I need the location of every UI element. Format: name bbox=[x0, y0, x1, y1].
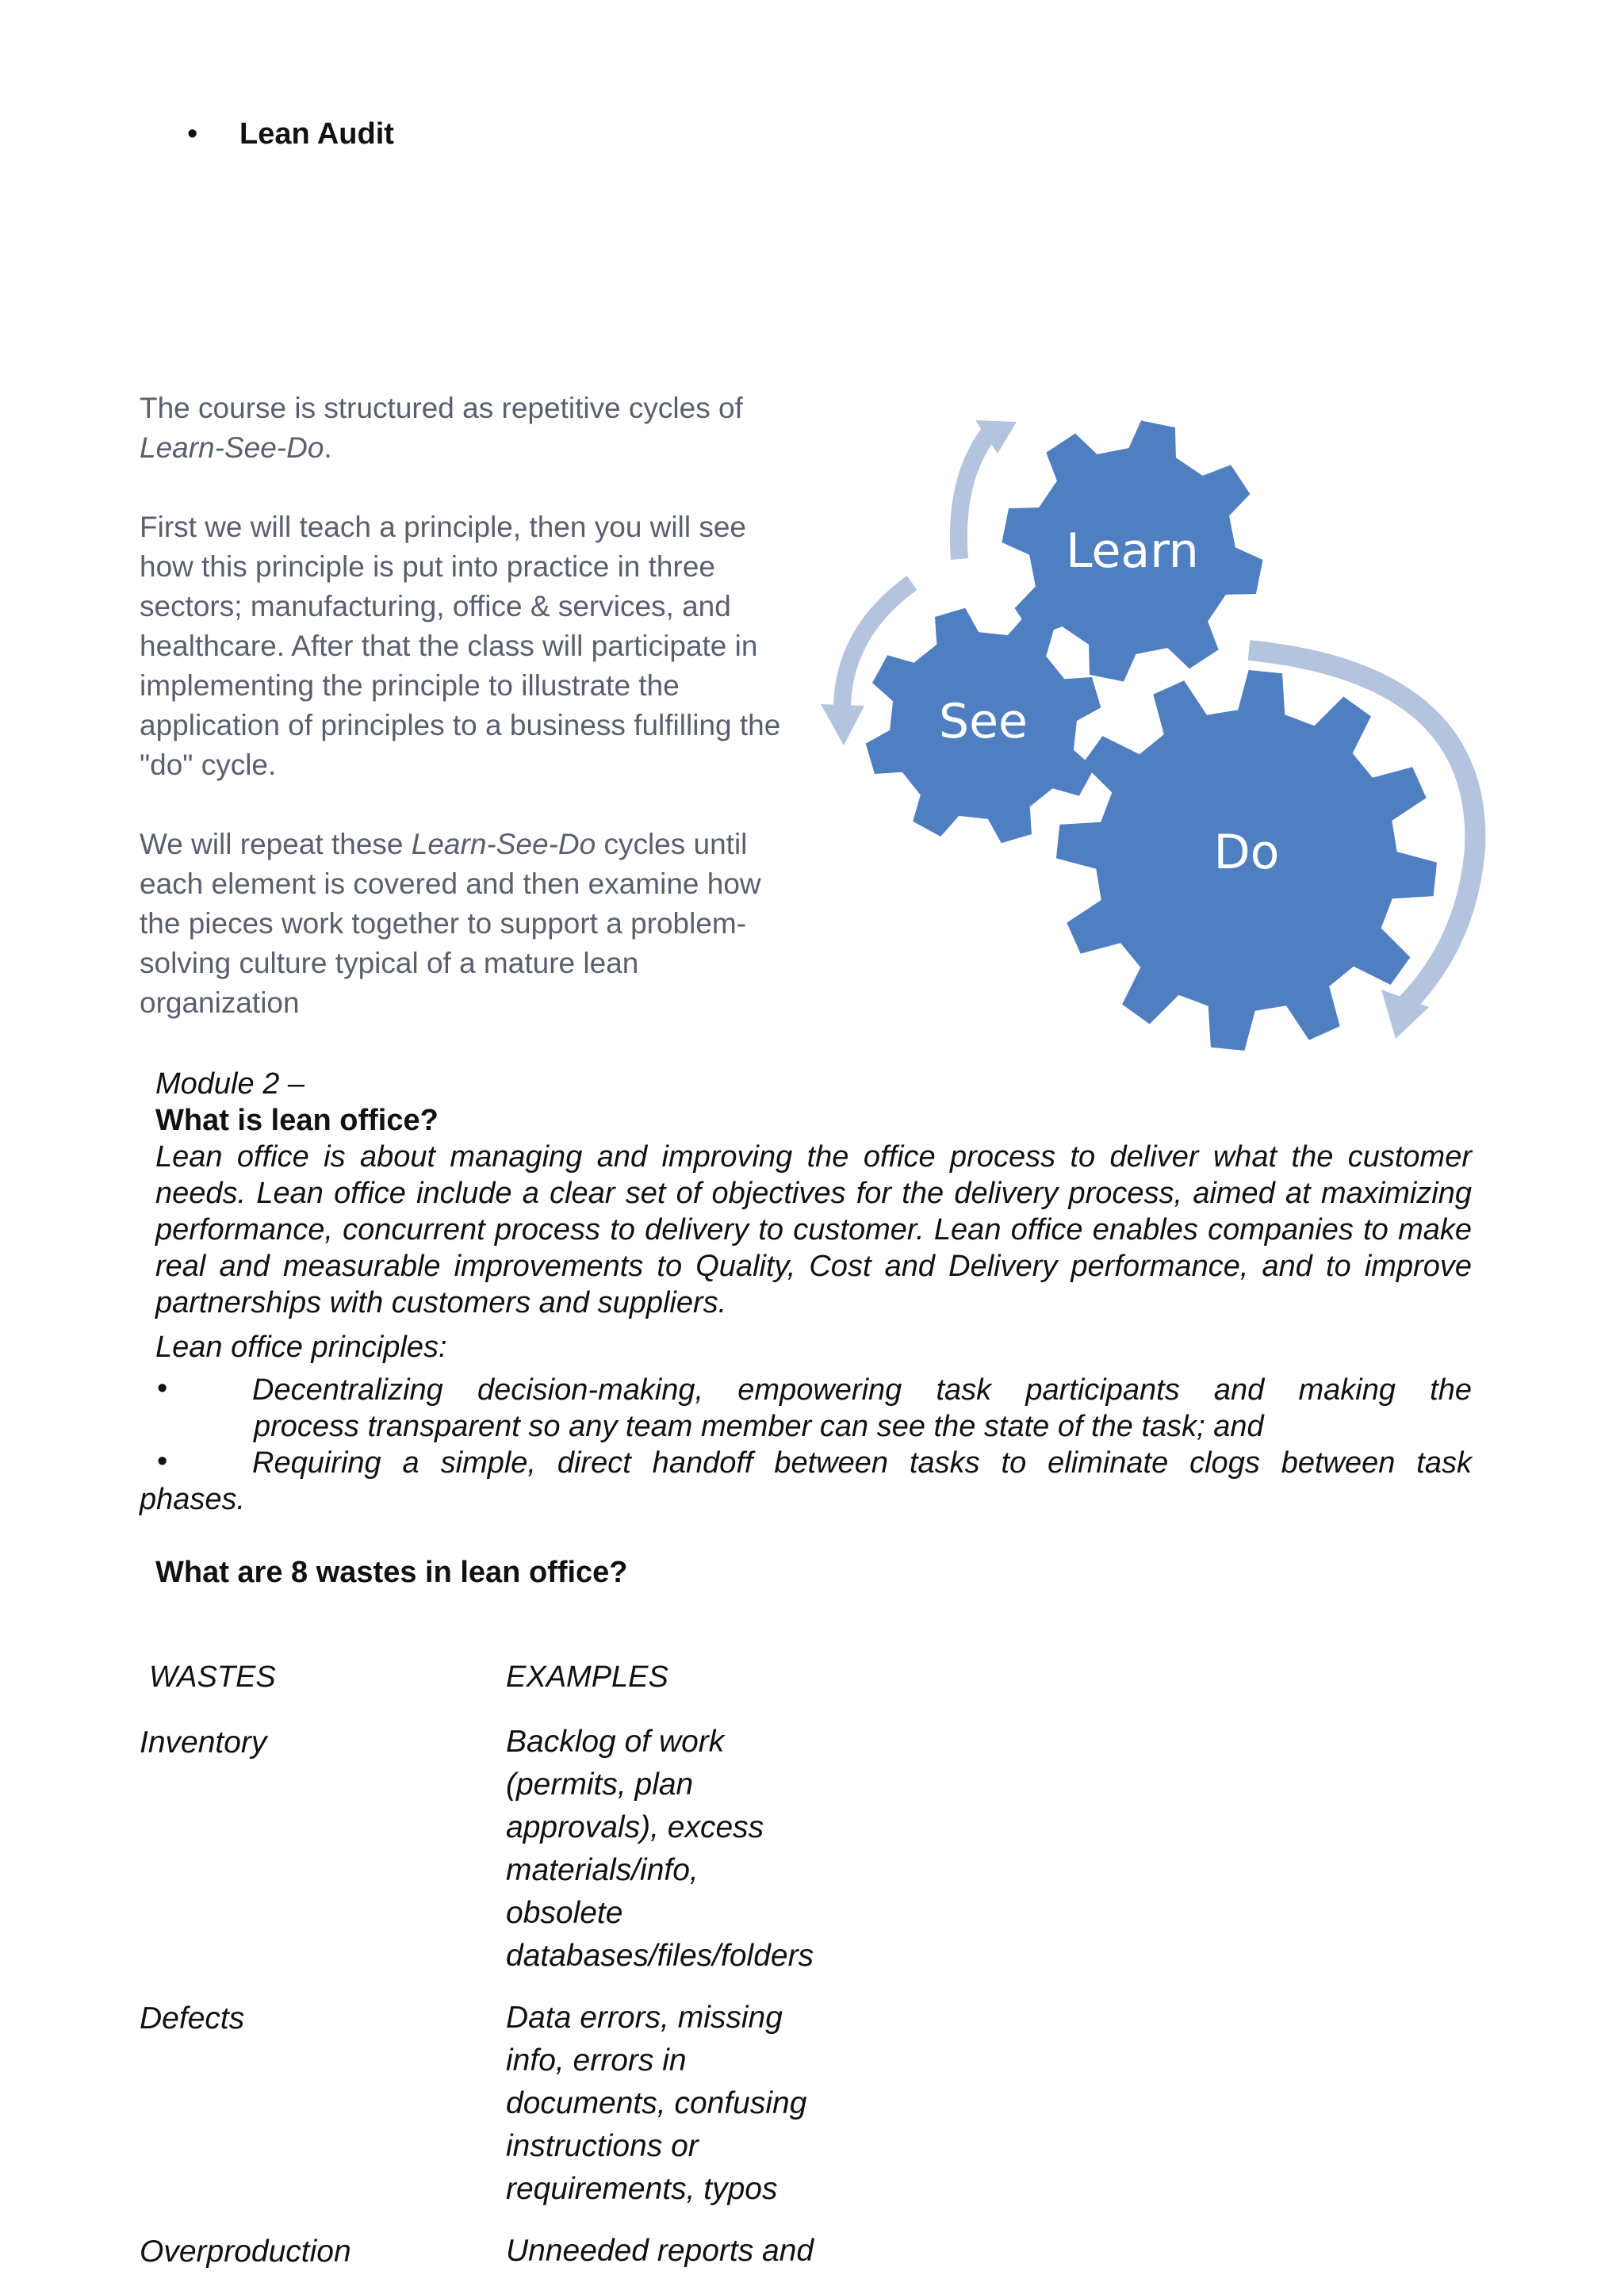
principles-label: Lean office principles: bbox=[155, 1331, 447, 1364]
module-2-section bbox=[155, 1066, 1472, 1365]
principle-item-1-line-1: Decentralizing decision-making, empowering task participants and making the bbox=[252, 1373, 1472, 1407]
arrowhead-see bbox=[821, 704, 864, 745]
intro-text bbox=[140, 389, 798, 1063]
gear-label-see: See bbox=[939, 694, 1028, 749]
arrow-see-to-learn bbox=[959, 428, 993, 559]
intro-paragraph-3: We will repeat these Learn-See-Do cycles until each element is covered and then examine how the pieces work together to support a problem-solving culture typical of a mature lean organization bbox=[140, 828, 761, 1019]
intro-paragraph-2: First we will teach a principle, then you will see how this principle is put into practice in three sectors; manufacturing, office & services, and healthcare. After that the class will participate in implementing the principle to illustrate the application of principles to a business fulfilling the "do" cycle. bbox=[140, 511, 781, 781]
principle-item-2-line-1: Requiring a simple, direct handoff between tasks to eliminate clogs between task bbox=[252, 1446, 1472, 1480]
gear-label-do: Do bbox=[1213, 825, 1280, 880]
column-header-examples: EXAMPLES bbox=[506, 1660, 668, 1694]
intro-paragraph-1: The course is structured as repetitive cycles of Learn-See-Do. bbox=[140, 392, 743, 464]
principle-bullet: • bbox=[157, 1445, 168, 1478]
module-title: Module 2 – bbox=[155, 1067, 305, 1101]
waste-examples-defects: Data errors, missing info, errors in documents, confusing instructions or requirements, typos bbox=[506, 2001, 807, 2206]
waste-examples-overproduction: Unneeded reports and bbox=[506, 2234, 814, 2268]
waste-name-inventory: Inventory bbox=[140, 1725, 267, 1760]
waste-name-defects: Defects bbox=[140, 2001, 245, 2035]
wastes-heading: What are 8 wastes in lean office? bbox=[155, 1556, 628, 1589]
column-header-wastes: WASTES bbox=[149, 1660, 276, 1694]
waste-examples-inventory: Backlog of work (permits, plan approvals), excess materials/info, obsolete databases/files/folders bbox=[506, 1725, 814, 1973]
learn-see-do-diagram bbox=[777, 404, 1507, 1055]
section-heading-lean-audit: Lean Audit bbox=[239, 117, 394, 151]
principle-bullet: • bbox=[157, 1372, 168, 1405]
gear-label-learn: Learn bbox=[1066, 523, 1199, 579]
principle-item-1-line-2: process transparent so any team member can see the state of the task; and bbox=[254, 1410, 1264, 1443]
waste-name-overproduction: Overproduction bbox=[140, 2235, 351, 2269]
module-question: What is lean office? bbox=[155, 1104, 439, 1137]
list-bullet: • bbox=[187, 117, 198, 151]
principle-item-2-line-2: phases. bbox=[140, 1483, 246, 1516]
module-paragraph: Lean office is about managing and improving the office process to deliver what the customer needs. Lean office include a clear set of objectives for the delivery process, aimed at maximizing performance, concurrent process to delivery to customer. Lean office enables companies to make real and measurable improvements to Quality, Cost and Delivery performance, and to improve partnerships with customers and suppliers. bbox=[155, 1140, 1472, 1319]
